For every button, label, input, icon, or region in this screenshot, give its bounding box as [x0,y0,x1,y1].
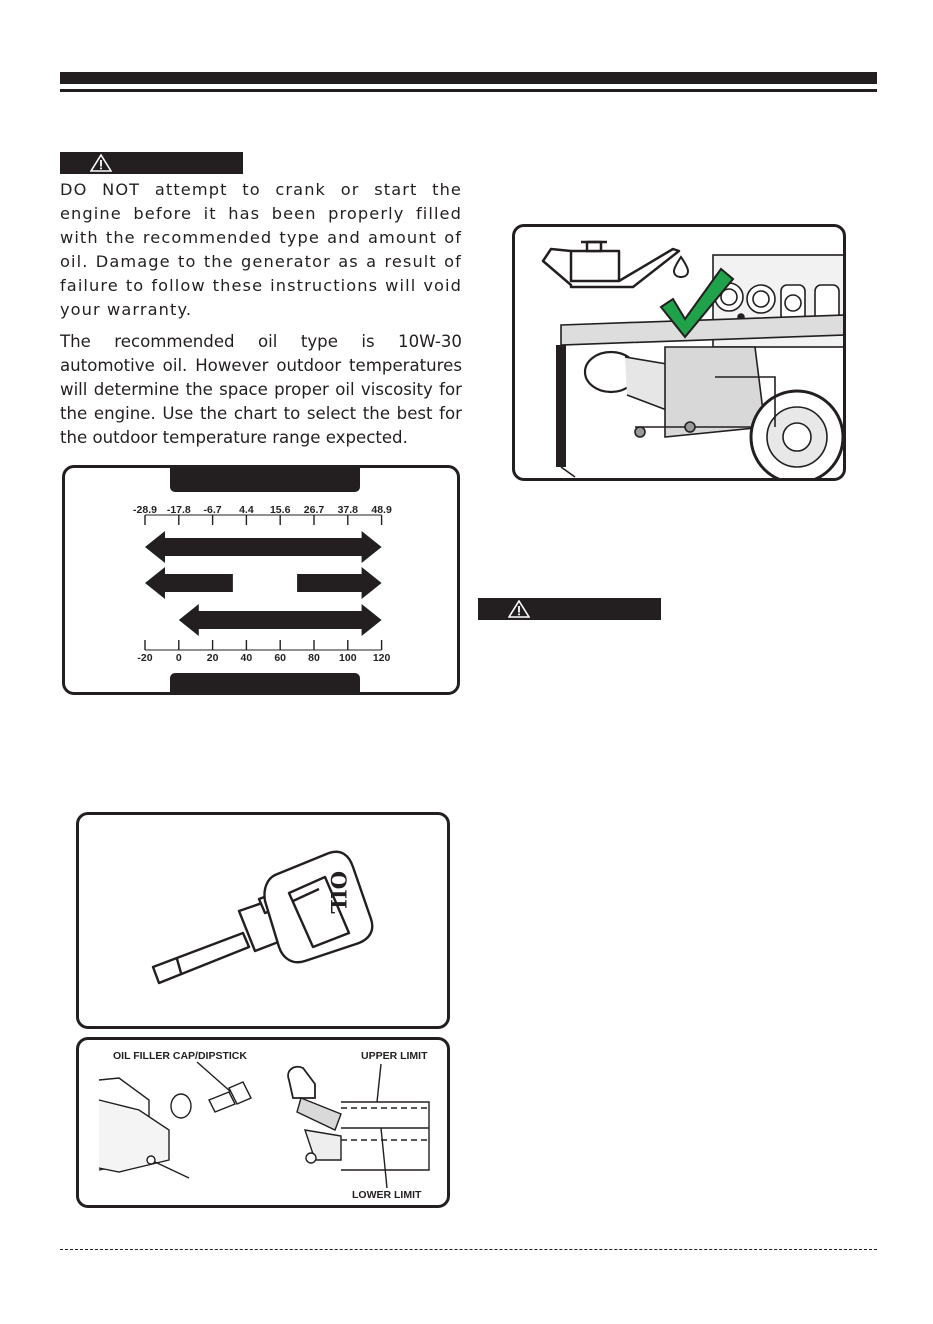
celsius-tick-label: -6.7 [203,504,222,516]
viscosity-chart [62,465,460,695]
celsius-tick-label: 48.9 [371,504,392,516]
viscosity-range-arrow [297,567,382,599]
fahrenheit-tick-label: 120 [372,652,391,664]
fahrenheit-tick-label: 60 [274,652,287,664]
viscosity-range-arrow [145,567,233,599]
celsius-tick-label: -17.8 [166,504,191,516]
fahrenheit-tick-label: 20 [206,652,219,664]
celsius-tick-label: -28.9 [133,504,157,516]
viscosity-range-arrow [145,531,382,563]
dipstick-cap-label: OIL [326,871,351,914]
oil-drop-icon [674,257,688,277]
header-bar [60,72,877,84]
warning-triangle-icon [508,600,530,618]
warning-banner-2 [478,598,661,620]
fahrenheit-tick-label: 100 [339,652,357,664]
fahrenheit-tick-label: 40 [240,652,253,664]
intro-paragraph: The recommended oil type is 10W-30 automotive oil. However outdoor temperatures will determine the space proper oil viscosity for the engine. Use the chart to select the best for the outdoor temperature range expected. [60,332,462,447]
chart-plot [65,468,457,692]
celsius-tick-label: 37.8 [337,504,359,516]
celsius-tick-label: 15.6 [269,504,291,516]
warning-triangle-icon [90,154,112,172]
celsius-tick-label: 4.4 [239,504,254,516]
dipstick-figure [76,812,450,1029]
fahrenheit-tick-label: -20 [137,652,153,664]
oil-level-figure [76,1037,450,1208]
fahrenheit-tick-label: 0 [175,652,182,664]
header-rule [60,89,877,92]
celsius-tick-label: 26.7 [303,504,325,516]
footer-divider [60,1249,877,1250]
label-upper-limit: UPPER LIMIT [361,1050,428,1062]
generator-oil-photo [512,224,846,481]
fahrenheit-tick-label: 80 [308,652,320,664]
label-oil-filler-cap: OIL FILLER CAP/DIPSTICK [113,1050,247,1062]
warning-paragraph: DO NOT attempt to crank or start the engine before it has been properly filled with the recommended type and amount of oil. Damage to the generator as a result of failure to follow these instructions will void your warranty. [60,180,462,319]
generator-drawing [561,255,843,478]
oil-can-icon [543,242,679,287]
viscosity-range-arrow [179,604,382,636]
warning-banner [60,152,243,174]
label-lower-limit: LOWER LIMIT [352,1189,422,1201]
